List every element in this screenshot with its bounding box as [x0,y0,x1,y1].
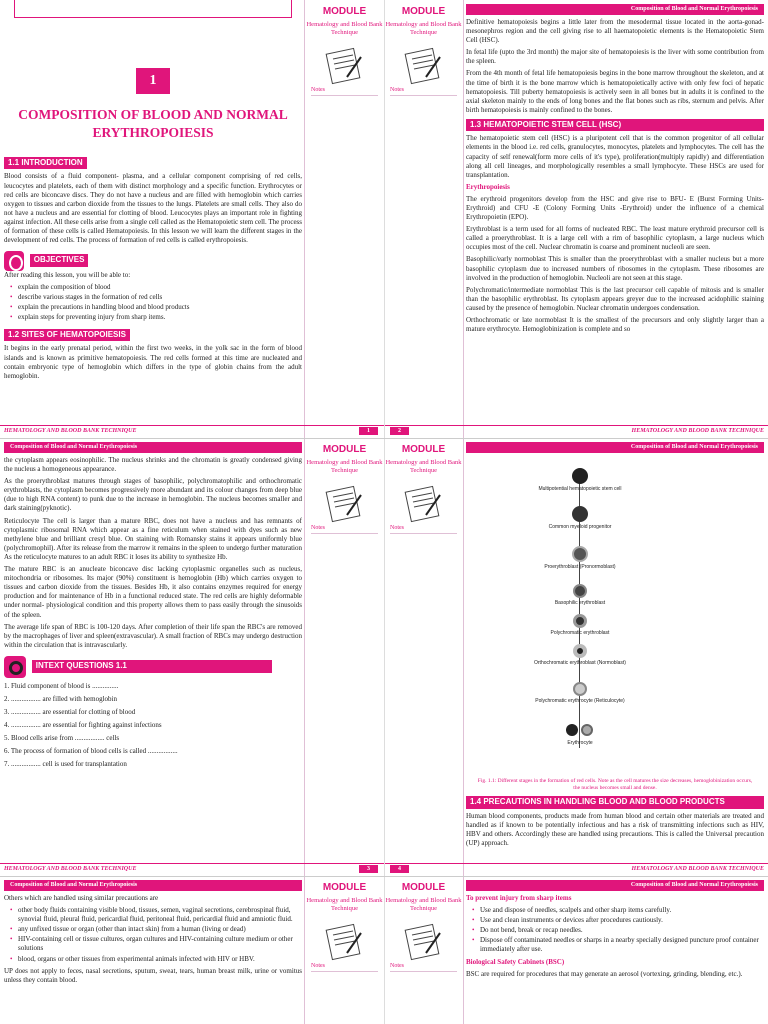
sharp-items-list [472,906,764,954]
module-title: MODULE [322,444,367,455]
notebook-icon [325,923,365,961]
page-number: 4 [390,865,409,873]
erythropoiesis-heading: Erythropoiesis [466,182,510,191]
definitive-paragraph: Definitive hematopoiesis begins a little later from the mesodermal tissue located in the aorta-gonad-mesonephros region and the cell giving rise to all haematopoietic elements is the Hematopoietic Stem Cell (HSC). [466,18,764,45]
erythroblast-paragraph: Erythroblast is a term used for all forms of nucleated RBC. The least mature erythroid precursor cell is called a proerythroblast. It is a large cell with a rim of basophilic cytoplasm, a large nucleus which occupies most of the cell. Nuclear chromatin is coarse and prominent nucleoli are seen. [466,225,764,252]
question-item: 3. ................. are essential for clotting of blood [4,708,136,717]
precautions-paragraph: Human blood components, products made from human blood and certain other materials are treated and handled as if known to be potentially infectious and has a risk of transmitting infections such as HIV, HBV and others. Accordingly these are handled using precautions. This is called the Universal precaution (UP) approach. [466,811,764,847]
polychromatic-erythroblast-cell [573,614,587,628]
section-1-2-title: 1.2 SITES OF HEMATOPOIESIS [4,329,130,341]
page-1 [0,0,384,438]
figure-label: Polychromatic erythrocyte (Reticulocyte) [535,698,625,704]
hsc-paragraph: The hematopoietic stem cell (HSC) is a pluripotent cell that is the common progenitor of all cellular elements in the blood i.e. red cells, granulocytes, monocytes, platelets and lymphocytes. The cell has the capacity of self renewal(form more cells of it's type), proliferation(multiply rapidly) and differentiation along all cell lineages, and morphologically resembles a small lymphocyte. These HSCs are used for transplantation. [466,134,764,179]
sites-paragraph: It begins in the early prenatal period, within the first two weeks, in the yolk sac in the form of blood islands and is known as primitive hematopoiesis. The red cells formed at this time are nucleated and contain embryonic type of hemoglobin which differs in the type of globin chains from the adult hemoglobin. [4,344,302,380]
proerythroblast-cell [572,546,588,562]
page-footer [384,863,768,874]
module-title: MODULE [322,882,367,893]
notebook-icon [404,47,444,85]
module-subtitle: Hematology and Blood Bank Technique [306,897,383,913]
cytoplasm-paragraph: the cytoplasm appears eosinophilic. The nucleus shrinks and the chromatin is greatly condensed giving the nucleus a homogeneous appearance. [4,456,302,474]
section-1-3-title: 1.3 HEMATOPOIETIC STEM CELL (HSC) [466,119,764,131]
fetal-paragraph: In fetal life (upto the 3rd month) the major site of hematopoiesis is the liver with some contribution from the spleen. [466,48,764,66]
page-footer [384,425,768,436]
notes-label: Notes [311,525,325,532]
page-number: 1 [359,427,378,435]
section-1-1-title: 1.1 INTRODUCTION [4,157,87,169]
module-sidebar [304,438,384,876]
notes-label: Notes [390,963,404,970]
module-title: MODULE [401,882,446,893]
running-head: Composition of Blood and Normal Erythropoiesis [466,880,764,891]
page-number: 2 [390,427,409,435]
module-subtitle: Hematology and Blood Bank Technique [385,897,462,913]
page-3-content [4,438,302,876]
sharp-items-heading: To prevent injury from sharp items [466,894,572,902]
figure-label: Polychromatic erythroblast [550,630,610,636]
list-item: • explain the precautions in handling blood and blood products [10,303,302,312]
list-item: • Use and clean instruments or devices after procedures cautiously. [472,916,764,925]
page-divider [0,438,768,439]
list-item: • any unfixed tissue or organ (other than intact skin) from a human (living or dead) [10,925,302,934]
notebook-icon [325,485,365,523]
question-item: 7. ................. cell is used for transplantation [4,760,127,769]
page-footer [0,863,384,874]
objectives-intro: After reading this lesson, you will be able to: [4,270,131,279]
erythrocyte-cell [581,724,593,736]
question-item: 4. ................. are essential for fighting against infections [4,721,162,730]
figure-label: Common myeloid progenitor [548,524,612,530]
basophilic-erythroblast-cell [573,584,587,598]
module-title: MODULE [401,6,446,17]
module-title: MODULE [322,6,367,17]
marrow-paragraph: From the 4th month of fetal life hematopoiesis begins in the bone marrow throughout the skeleton, and at the time of birth it is the bone marrow which is hematopoietically active with only few foci of hepatic hematopoiesis. Till puberty hematopoiesis is actively seen in all bones but in adults it is confined to the axial skeleton mainly to the ends of long bones and the flat bones such as ribs, sternum and pelvis. After birth hematopoiesis is mainly confined to the bones. [466,69,764,114]
similar-precautions-intro: Others which are handled using similar precautions are [4,894,159,902]
page-divider [384,0,385,1024]
objectives-title: OBJECTIVES [30,254,89,266]
objectives-list [10,283,302,322]
module-subtitle: Hematology and Blood Bank Technique [306,459,383,475]
orthochromatic-paragraph: Orthochromatic or late normoblast It is the smallest of the precursors and only slightly larger than a mature erythrocyte. Hemoglobinization is complete and so [466,316,764,334]
page-5 [0,876,384,1024]
question-item: 1. Fluid component of blood is ............... [4,681,119,690]
list-item: • Dispose off contaminated needles or sharps in a nearby specially designed puncture proof container immediately after use. [472,936,764,954]
up-exclusions-paragraph: UP does not apply to feces, nasal secretions, sputum, sweat, tears, human breast milk, urine or vomitus unless they contain blood. [4,966,302,984]
question-item: 5. Blood cells arise from ................. cells [4,734,120,743]
notebook-icon [404,923,444,961]
chapter-title: COMPOSITION OF BLOOD AND NORMAL ERYTHROPOIESIS [18,107,288,140]
page-1-content [4,0,302,438]
myeloid-progenitor-cell [572,506,588,522]
module-sidebar [384,876,464,1024]
extruded-nucleus [566,724,578,736]
footer-text: HEMATOLOGY AND BLOOD BANK TECHNIQUE [4,866,137,872]
question-item: 6. The process of formation of blood cells is called ................. [4,747,178,756]
lifespan-paragraph: The average life span of RBC is 100-120 days. After completion of their life span the RBC's are removed by the macrophages of liver and spleen(extravascular). A small fraction of RBCs may undergo destruction within the circulation that is intravascularly. [4,622,302,649]
notes-label: Notes [311,963,325,970]
page-6-content [466,876,764,1024]
figure-label: Proerythroblast (Pronormoblast) [544,564,616,570]
erythropoiesis-figure [480,462,680,782]
figure-label: Multipotential hematopoietic stem cell [538,486,622,492]
basophilic-paragraph: Basophilic/early normoblast This is smaller than the proerythroblast with a smaller nucleus but a more basophilic cytoplasm due to increased numbers of ribosomes in the cytoplasm. These ribosomes are involved in the production of hemoglobin. Nucleoli are not seen at this stage. [466,255,764,282]
notes-label: Notes [390,87,404,94]
page-divider [0,876,768,877]
page-6 [384,876,768,1024]
bsc-heading: Biological Safety Cabinets (BSC) [466,957,565,966]
notebook-icon [325,47,365,85]
notes-label: Notes [390,525,404,532]
notes-label: Notes [311,87,325,94]
module-subtitle: Hematology and Blood Bank Technique [306,21,383,37]
module-title: MODULE [401,444,446,455]
erythropoiesis-paragraph: The erythroid progenitors develop from the HSC and give rise to BFU- E (Burst Forming Units- Erythroid) and CFU -E (Colony Forming Units -Erythroid) under the influence of a chemical Erythropoietin (EPO). [466,194,764,222]
page-footer [0,425,384,436]
running-head: Composition of Blood and Normal Erythropoiesis [466,4,764,15]
module-subtitle: Hematology and Blood Bank Technique [385,459,462,475]
bsc-paragraph: BSC are required for procedures that may generate an aerosol (vortexing, grinding, blending, etc.). [466,969,743,978]
orthochromatic-erythroblast-cell [573,644,587,658]
list-item: • HIV-containing cell or tissue cultures, organ cultures and HIV-containing culture medium or other solutions [10,935,302,953]
page-4-lower-content [466,778,764,851]
objectives-icon [4,251,24,271]
reticulocyte-cell [573,682,587,696]
mature-rbc-paragraph: The mature RBC is an anucleate biconcave disc lacking cytoplasmic organelles such as nucleus, mitochondria or ribosomes. Its major (90%) constituent is hemoglobin (Hb) which carries oxygen to tissues and carbon dioxide from the tissues. Besides Hb, it also contains enzymes required for energy production and for maintenance of Hb in a functional reduced state. The red cells are highly deformable under normal- physiological condition and this property allows them to pass easily through the sinusoids of the spleen. [4,565,302,619]
running-head: Composition of Blood and Normal Erythropoiesis [4,442,302,453]
figure-label: Basophilic erythroblast [554,600,606,606]
figure-label: Erythrocyte [567,740,593,746]
module-sidebar [304,0,384,438]
reticulocyte-paragraph: Reticulocyte The cell is larger than a mature RBC, does not have a nucleus and has remnants of cytoplasmic ribosomal RNA which appear as a fine reticulum when stained with dyes such as new methylene blue and brilliant cresyl blue. On staining with Romansky stains it appears uniformly blue (polychromophil). After its release from the marrow it remains in the spleen to undergo further maturation As the reticulocyte matures to an adult RBC it loses its ability to synthesize Hb. [4,516,302,561]
list-item: • describe various stages in the formation of red cells [10,293,302,302]
module-sidebar [384,0,464,438]
module-sidebar [304,876,384,1024]
list-item: • Do not bend, break or recap needles. [472,926,764,935]
chapter-number: 1 [136,68,170,94]
maturation-paragraph: As the proerythroblast matures through stages of basophilic, polychromatophilic and orthochromatic erythroblasts, the cytoplasm becomes progressively more abundant and its colour changes from deep blue (due to high RNA content) to punk due to the increase in hemoglobin. The nucleus becomes smaller and dark staining(pyknotic). [4,477,302,513]
running-head: Composition of Blood and Normal Erythropoiesis [4,880,302,891]
page-number: 3 [359,865,378,873]
list-item: • blood, organs or other tissues from experimental animals infected with HIV or HBV. [10,955,302,964]
module-sidebar [384,438,464,876]
footer-text: HEMATOLOGY AND BLOOD BANK TECHNIQUE [4,428,137,434]
page-2 [384,0,768,438]
intext-questions-title: INTEXT QUESTIONS 1.1 [32,660,272,672]
list-item: • Use and dispose of needles, scalpels and other sharp items carefully. [472,906,764,915]
page-5-content [4,876,302,1024]
section-1-4-title: 1.4 PRECAUTIONS IN HANDLING BLOOD AND BLOOD PRODUCTS [466,796,764,808]
page-4 [384,438,768,876]
figure-label: Orthochromatic erythroblast (Normoblast) [534,660,626,666]
notebook-icon [404,485,444,523]
list-item: • other body fluids containing visible blood, tissues, semen, vaginal secretions, cerebrospinal fluid, synovial fluid, pleural fluid, pericardial fluid, peritoneal fluid, pericardial fluid and amniotic fluid. [10,906,302,924]
stem-cell [572,468,588,484]
question-icon [4,656,26,678]
figure-caption: Fig. 1.1: Different stages in the formation of red cells. Note as the cell matures the size decreases, hemoglobinization occurs, the nucleus becomes small and dense. [477,778,753,792]
list-item: • explain the composition of blood [10,283,302,292]
list-item: • explain steps for preventing injury from sharp items. [10,313,302,322]
precautions-list [10,906,302,964]
intro-paragraph: Blood consists of a fluid component- plasma, and a cellular component comprising of red cells, leucocytes and platelets, each of them with distinct morphology and a specific function. Erythrocytes or red cells are biconcave discs. They do not have a nucleus and are filled with hemoglobin which carries oxygen to tissues and carbon dioxide from the tissues to the lungs. Platelets are small cells. They also do not have a nucleus and are essential for clotting of blood. Leucocytes plays an important role in fighting against infection. All these cells arise from a single cell called as the Hematopoietic stem cell. The process of formation of these cells is called Hematopoiesis. In this lesson we will learn the different stages in the development of red cells. The process of formation of red cells is called erythropoiesis. [4,172,302,245]
page-3 [0,438,384,876]
footer-text: HEMATOLOGY AND BLOOD BANK TECHNIQUE [631,428,764,434]
footer-text: HEMATOLOGY AND BLOOD BANK TECHNIQUE [631,866,764,872]
questions-list [4,682,302,770]
running-head: Composition of Blood and Normal Erythropoiesis [466,442,764,453]
polychromatic-paragraph: Polychromatic/intermediate normoblast This is the last precursor cell capable of mitosis and is smaller than the basophilic erythroblast. Its cytoplasm appears greyer due to the increased acidophilic staining caused by the presence of hemoglobin. Nuclear chromatin undergoes condensation. [466,285,764,312]
question-item: 2. ................. are filled with hemoglobin [4,694,117,703]
module-subtitle: Hematology and Blood Bank Technique [385,21,462,37]
page-2-content [466,0,764,438]
top-box [14,0,292,18]
